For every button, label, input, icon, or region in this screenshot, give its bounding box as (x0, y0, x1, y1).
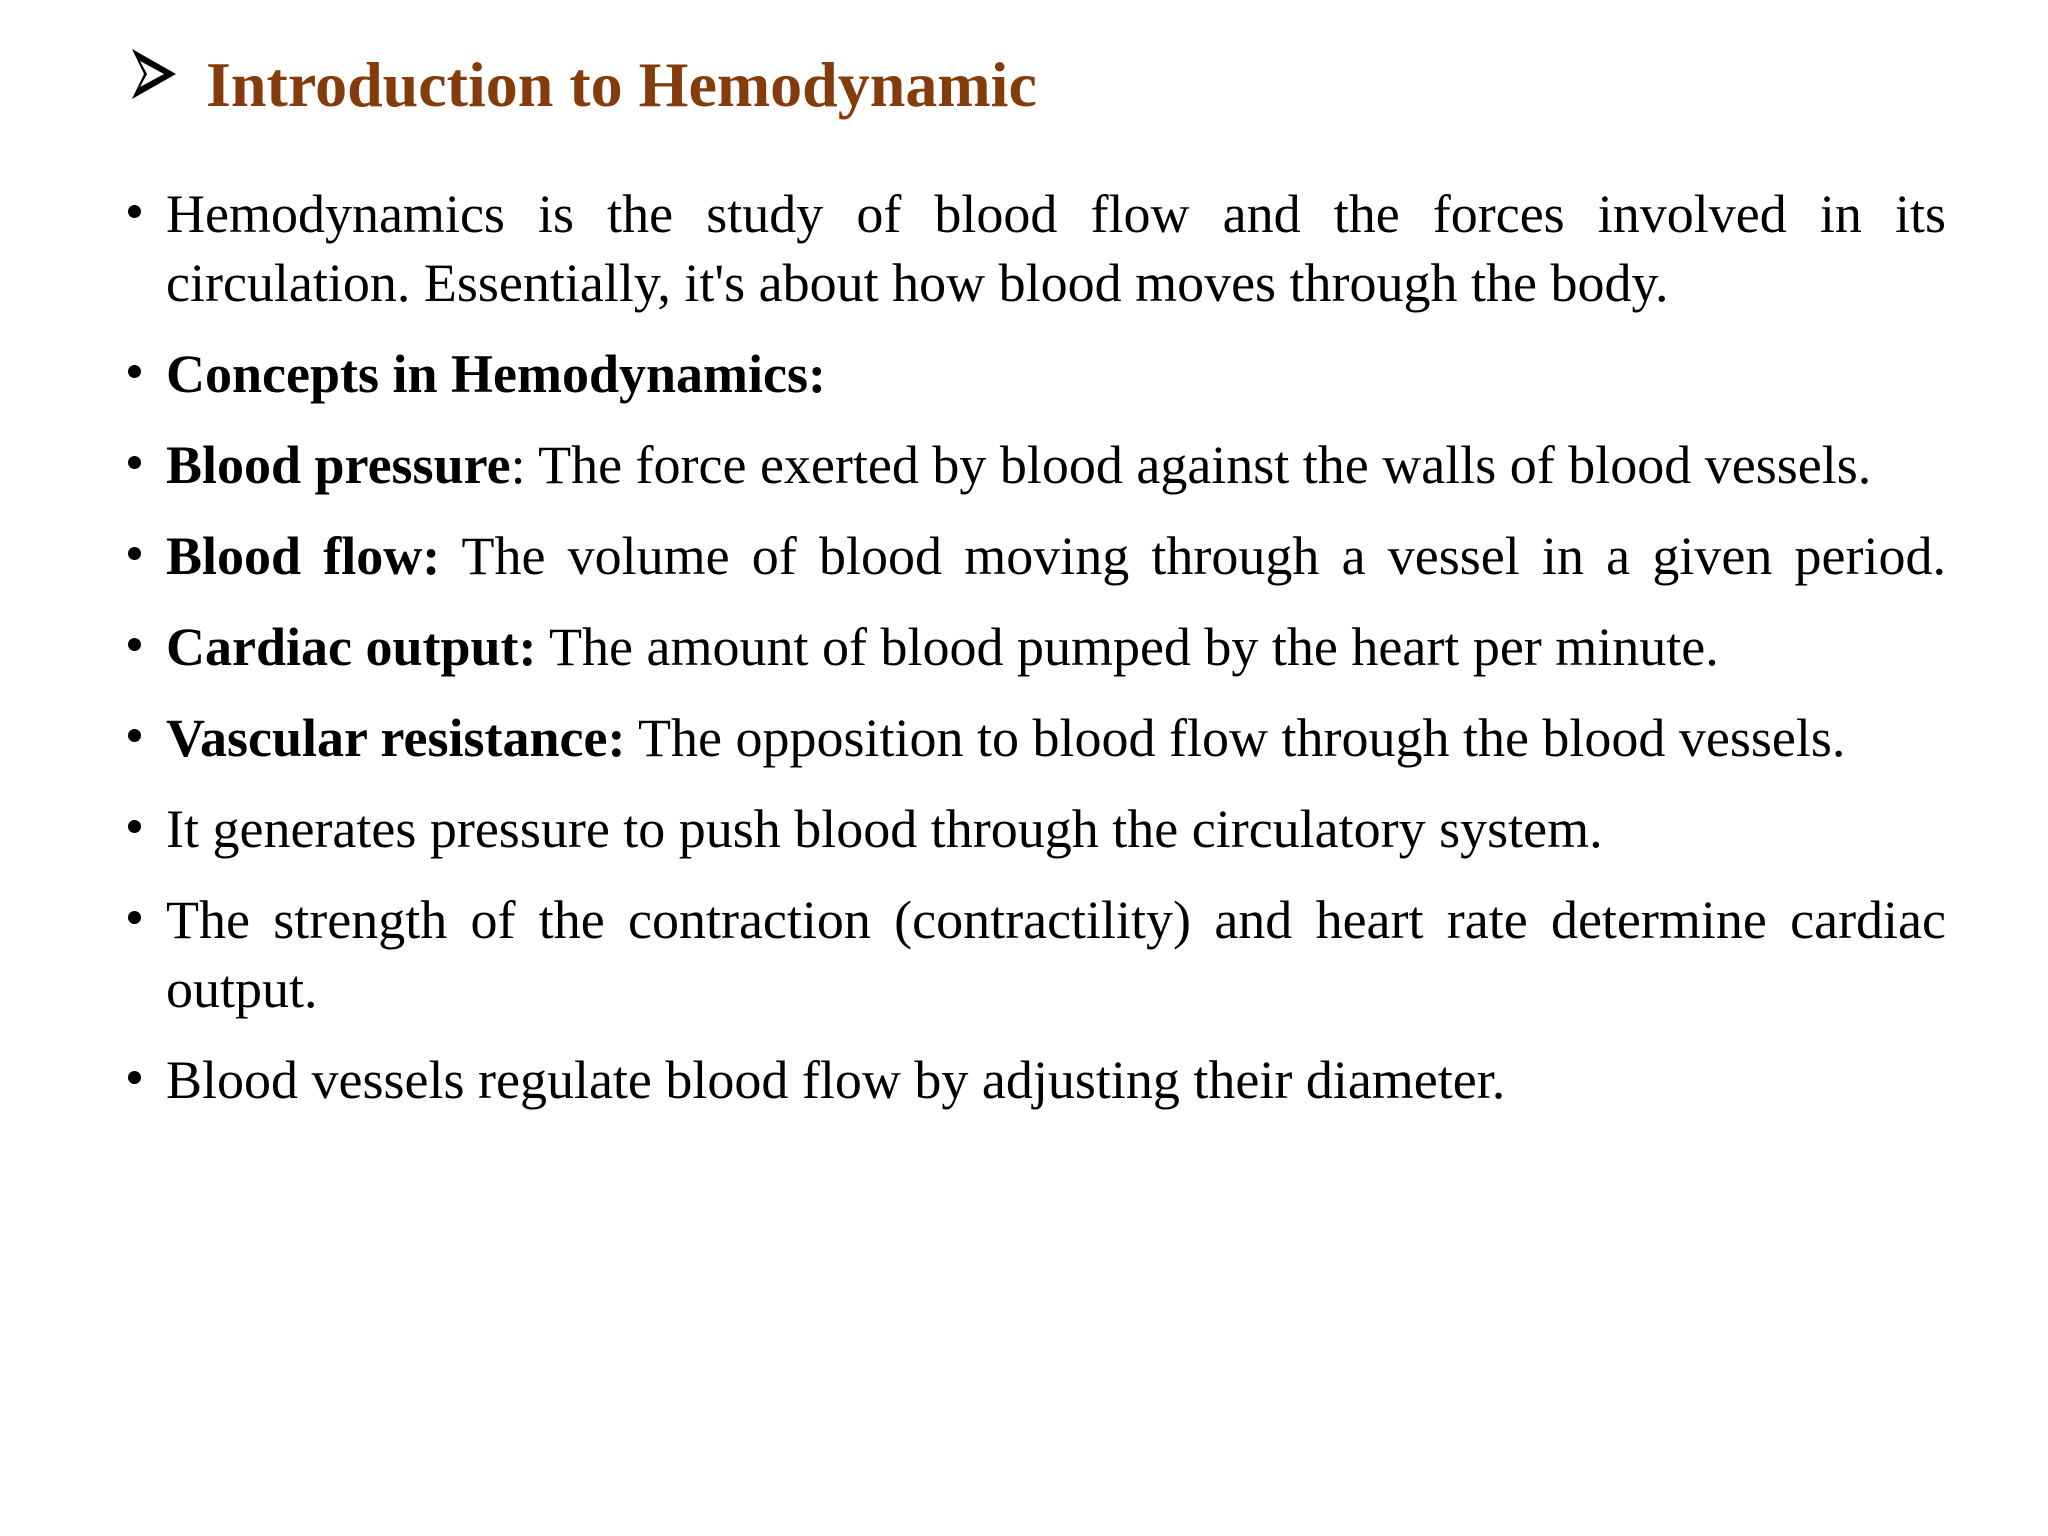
bullet-term: Blood pressure (166, 435, 511, 495)
list-item (128, 886, 1946, 1024)
bullet-dot-icon (128, 1071, 141, 1084)
bullet-term: Concepts in Hemodynamics: (166, 344, 826, 404)
bullet-list (128, 180, 1946, 1137)
bullet-term: Vascular resistance: (166, 708, 626, 768)
bullet-term: Cardiac output: (166, 617, 537, 677)
bullet-text: The strength of the contraction (contractility) and heart rate determine cardiac output. (166, 890, 1946, 1019)
bullet-dot-icon (128, 456, 141, 469)
bullet-term: Blood flow: (166, 526, 441, 586)
bullet-dot-icon (128, 205, 141, 218)
list-item (128, 431, 1946, 500)
bullet-dot-icon (128, 911, 141, 924)
bullet-text: The volume of blood moving through a vessel in a given period. (440, 526, 1946, 586)
list-item (128, 613, 1946, 682)
list-item (128, 180, 1946, 318)
bullet-dot-icon (128, 547, 141, 560)
bullet-text: The amount of blood pumped by the heart per minute. (536, 617, 1719, 677)
bullet-text: It generates pressure to push blood through the circulatory system. (166, 799, 1603, 859)
bullet-text: : The force exerted by blood against the walls of blood vessels. (510, 435, 1872, 495)
bullet-text: The opposition to blood flow through the blood vessels. (625, 708, 1846, 768)
arrow-bullet-icon (130, 45, 178, 103)
bullet-text: Blood vessels regulate blood flow by adjusting their diameter. (166, 1050, 1506, 1110)
bullet-dot-icon (128, 729, 141, 742)
list-item (128, 704, 1946, 773)
list-item (128, 340, 1946, 409)
list-item (128, 1046, 1946, 1115)
bullet-dot-icon (128, 638, 141, 651)
slide-title-row (130, 40, 1037, 130)
slide-title: Introduction to Hemodynamic (206, 49, 1037, 120)
bullet-dot-icon (128, 365, 141, 378)
bullet-text: Hemodynamics is the study of blood flow and the forces involved in its circulation. Essentially, it's about how blood moves through the body. (166, 184, 1946, 313)
bullet-dot-icon (128, 820, 141, 833)
list-item (128, 795, 1946, 864)
list-item (128, 522, 1946, 591)
